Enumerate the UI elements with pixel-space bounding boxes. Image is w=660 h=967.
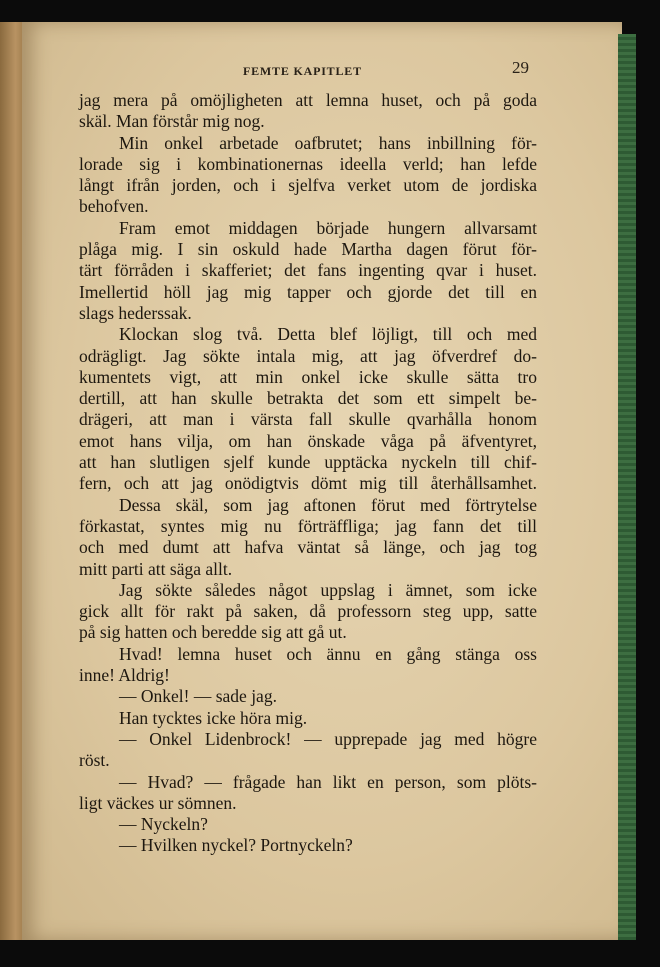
text-line: — Nyckeln? — [119, 814, 208, 835]
text-line: Imellertid höll jag mig tapper och gjorde det till en — [79, 281, 537, 302]
text-line: — Hvad? — frågade han likt en person, som plöts- — [119, 771, 537, 792]
book-cover-edge — [618, 34, 636, 940]
running-header: FEMTE KAPITLET — [243, 64, 362, 78]
text-line: — Onkel Lidenbrock! — upprepade jag med högre — [119, 728, 537, 749]
text-line: tärt förråden i skafferiet; det fans ingenting qvar i huset. — [79, 260, 537, 281]
text-line: slags hederssak. — [79, 302, 192, 323]
text-line: odrägligt. Jag sökte intala mig, att jag öfverdref do- — [79, 345, 537, 366]
text-line: inne! Aldrig! — [79, 665, 170, 686]
text-line: Jag sökte således något uppslag i ämnet, som icke — [119, 579, 537, 600]
text-line: drägeri, att man i värsta fall skulle qvarhålla honom — [79, 409, 537, 430]
text-line: att han slutligen sjelf kunde upptäcka nyckeln till chif- — [79, 452, 537, 473]
text-line: Dessa skäl, som jag aftonen förut med förtrytelse — [119, 494, 537, 515]
text-line: röst. — [79, 750, 110, 771]
text-line: Klockan slog två. Detta blef löjligt, till och med — [119, 324, 537, 345]
text-line: långt ifrån jorden, och i sjelfva verket utom de jordiska — [79, 175, 537, 196]
text-line: mitt parti att säga allt. — [79, 558, 233, 579]
text-line: kumentets vigt, att min onkel icke skulle sätta tro — [79, 366, 537, 387]
text-line: på sig hatten och beredde sig att gå ut. — [79, 622, 347, 643]
text-line: ligt väckes ur sömnen. — [79, 792, 237, 813]
text-line: gick allt för rakt på saken, då professorn steg upp, satte — [79, 601, 537, 622]
text-line: emot hans vilja, om han önskade våga på äfventyret, — [79, 430, 537, 451]
text-line: skäl. Man förstår mig nog. — [79, 111, 265, 132]
text-line: Min onkel arbetade oafbrutet; hans inbillning för- — [119, 132, 537, 153]
text-line: — Hvilken nyckel? Portnyckeln? — [119, 835, 353, 856]
text-line: dertill, att han skulle betrakta det som ett simpelt be- — [79, 388, 537, 409]
page-number: 29 — [512, 58, 529, 77]
body-text — [79, 90, 537, 857]
text-line: lorade sig i kombinationernas ideella verld; han lefde — [79, 153, 537, 174]
text-line: Han tycktes icke höra mig. — [119, 707, 308, 728]
text-line: och med dumt att hafva väntat så länge, och jag tog — [79, 537, 537, 558]
text-line: Fram emot middagen började hungern allvarsamt — [119, 217, 537, 238]
text-line: — Onkel! — sade jag. — [119, 686, 277, 707]
text-line: fern, och att jag onödigtvis dömt mig till återhållsamhet. — [79, 473, 537, 494]
text-line: jag mera på omöjligheten att lemna huset, och på goda — [79, 90, 537, 110]
text-line: behofven. — [79, 196, 149, 217]
text-line: plåga mig. I sin oskuld hade Martha dagen förut för- — [79, 239, 537, 260]
text-line: förkastat, syntes mig nu förträffliga; jag fann det till — [79, 515, 537, 536]
text-line: Hvad! lemna huset och ännu en gång stänga oss — [119, 643, 537, 664]
